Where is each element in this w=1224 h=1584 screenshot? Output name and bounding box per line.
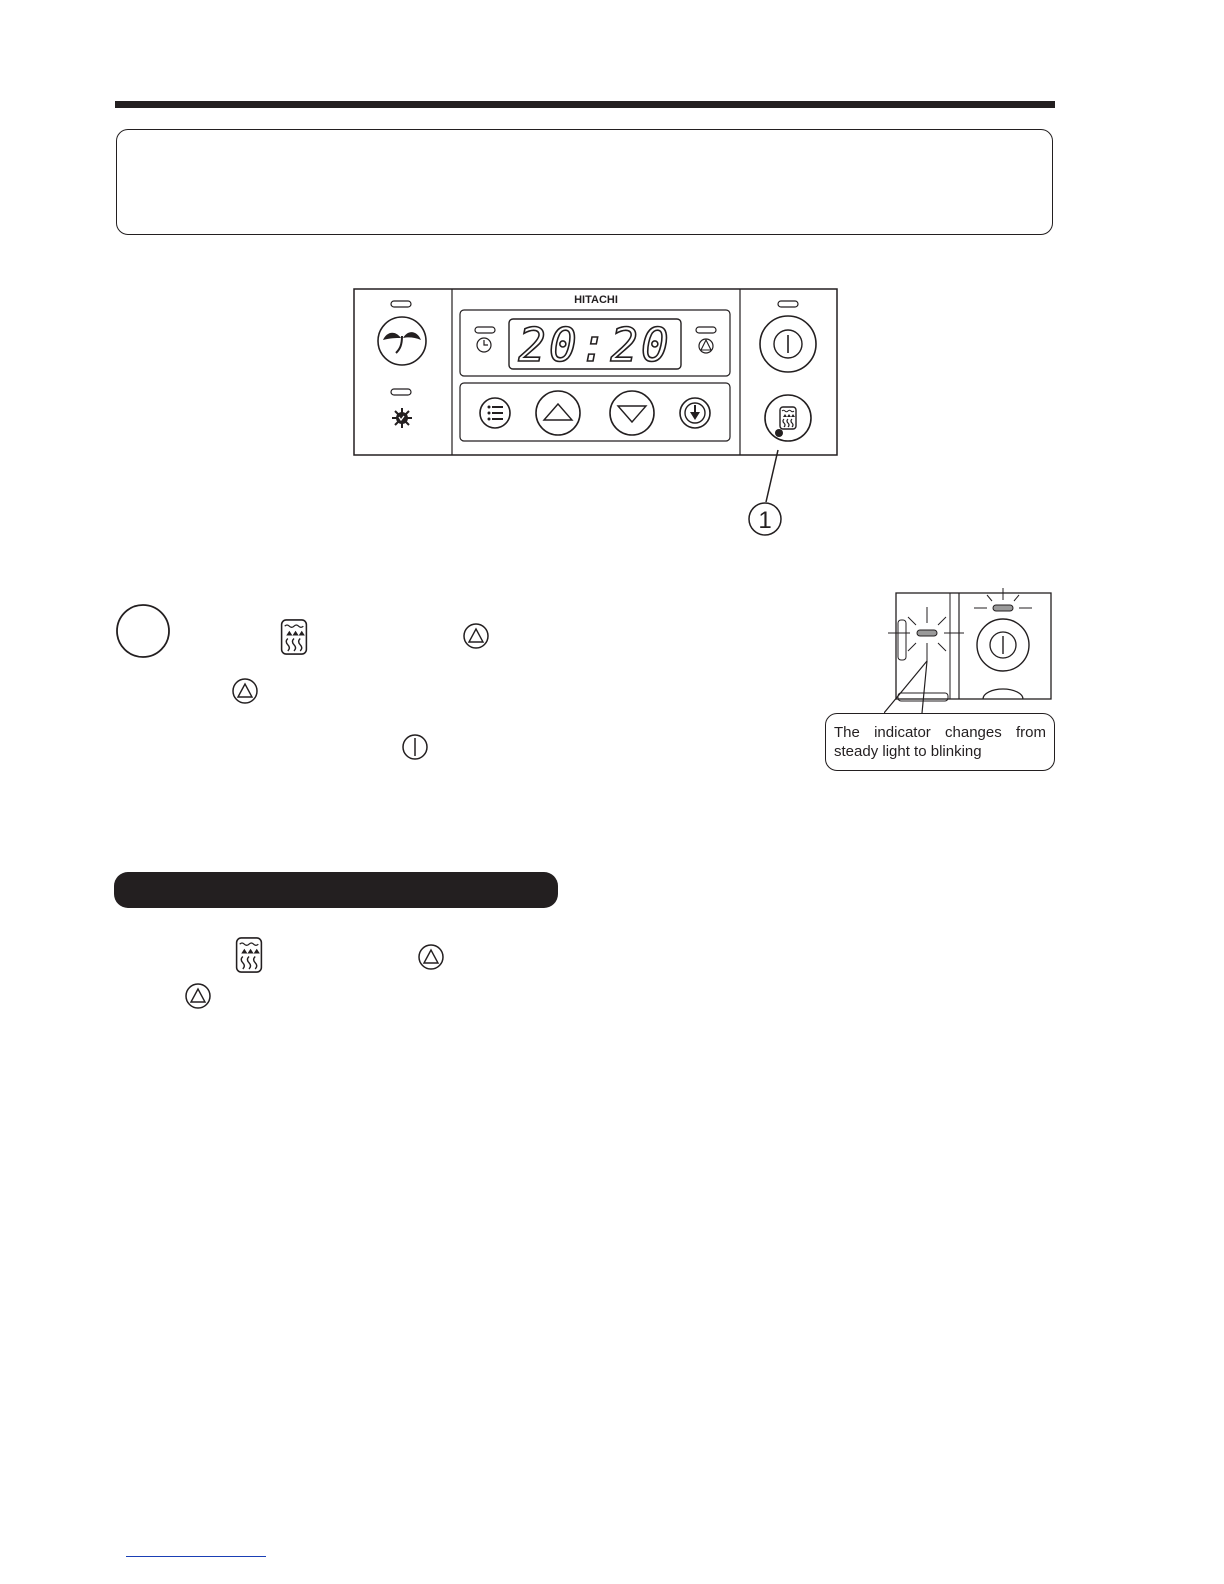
header-rule (115, 101, 1055, 108)
indicator-detail (884, 585, 1056, 715)
pump-triangle-icon (461, 621, 491, 651)
pump-triangle-icon (416, 942, 446, 972)
dhw-button[interactable] (765, 395, 811, 441)
marker-number: 1 (758, 507, 772, 534)
title-box (116, 129, 1053, 235)
power-button[interactable] (760, 316, 816, 372)
time-display: 20:20 (518, 318, 672, 372)
footer-link[interactable] (126, 1556, 266, 1557)
power-icon (400, 732, 430, 762)
pump-triangle-icon (183, 981, 213, 1011)
hot-water-icon (231, 935, 267, 975)
callout-line-2: steady light to blinking (834, 743, 982, 760)
menu-list-icon (488, 406, 504, 421)
section-header-bar (114, 872, 558, 908)
up-button[interactable] (536, 391, 580, 435)
pump-triangle-icon (230, 676, 260, 706)
menu-button[interactable] (480, 398, 510, 428)
hot-water-icon (276, 617, 312, 657)
indicator-callout (825, 713, 1055, 771)
confirm-button[interactable] (680, 398, 710, 428)
step-circle (114, 603, 174, 661)
callout-line-1: The indicator changes from (834, 724, 1046, 741)
down-button[interactable] (610, 391, 654, 435)
leader-line (740, 440, 800, 540)
snowflake-sun-icon (392, 408, 412, 428)
controller-panel (350, 285, 842, 460)
brand-label: HITACHI (574, 294, 618, 306)
eco-button[interactable] (378, 317, 426, 365)
power-button (977, 619, 1029, 671)
